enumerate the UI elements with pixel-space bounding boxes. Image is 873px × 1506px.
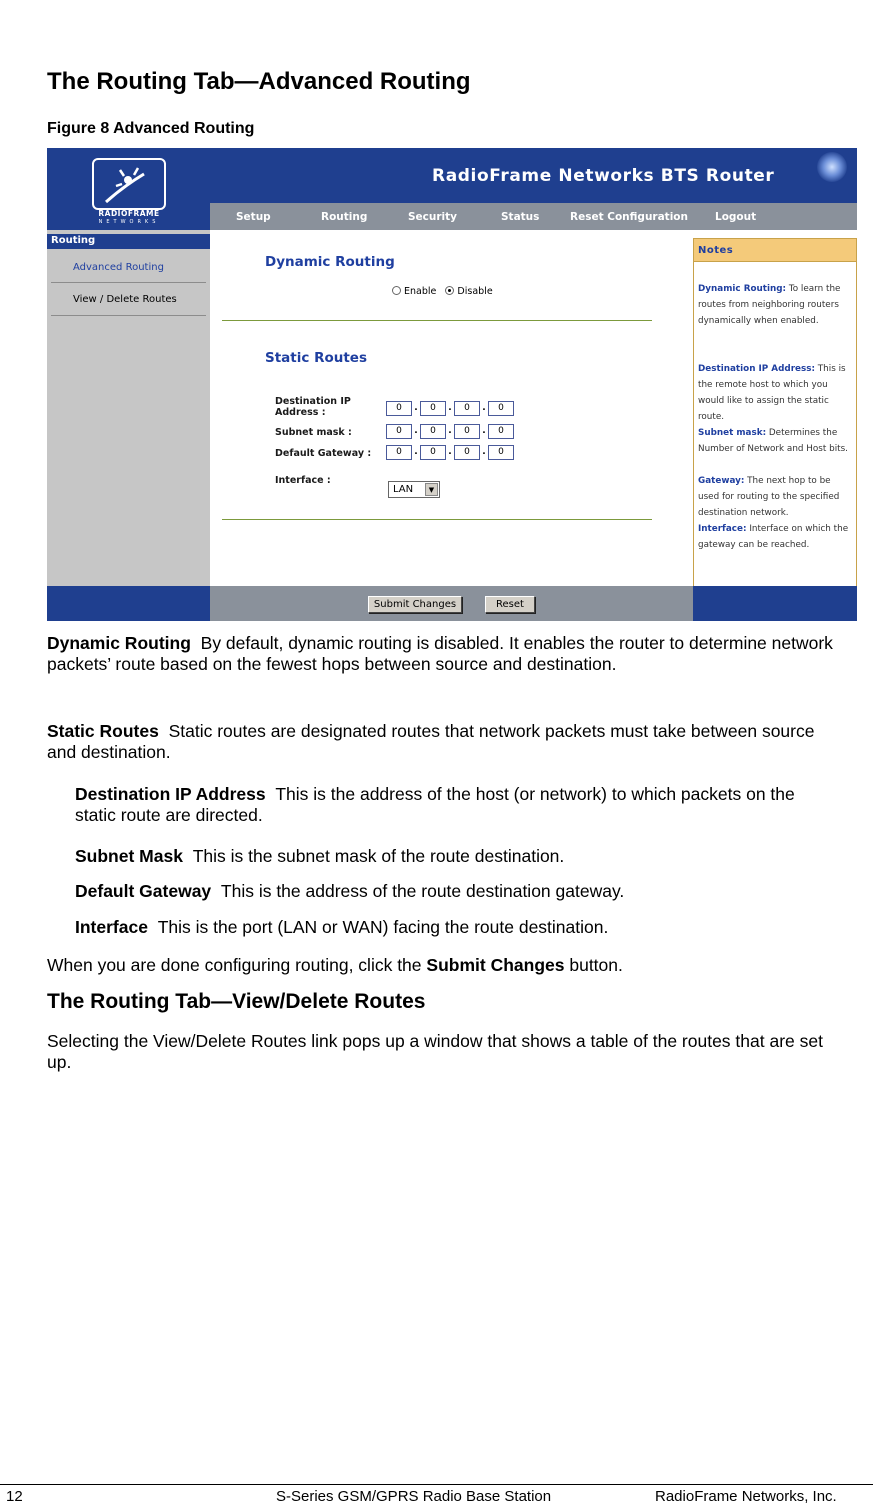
subnet-mask-paragraph: Subnet Mask This is the subnet mask of the route destination.	[75, 846, 565, 866]
orb-icon	[817, 152, 847, 182]
nav-status[interactable]: Status	[501, 211, 540, 223]
destination-octet-3[interactable]: 0	[454, 401, 480, 416]
destination-ip-input: 0 . 0 . 0 . 0	[386, 401, 514, 416]
nav-logout[interactable]: Logout	[715, 211, 757, 223]
section-heading-2: The Routing Tab—View/Delete Routes	[47, 990, 426, 1013]
footer-company: RadioFrame Networks, Inc.	[655, 1488, 837, 1505]
note-subnet-mask: Subnet mask: Determines the Number of Network and Host bits.	[698, 428, 848, 454]
interface-select[interactable]	[388, 481, 440, 498]
enable-label: Enable	[404, 286, 437, 297]
logo-panel	[47, 148, 210, 230]
nav-routing[interactable]: Routing	[321, 211, 368, 223]
default-gateway-paragraph: Default Gateway This is the address of the route destination gateway.	[75, 881, 625, 901]
subnet-octet-4[interactable]: 0	[488, 424, 514, 439]
destination-octet-2[interactable]: 0	[420, 401, 446, 416]
sidebar-divider	[51, 315, 206, 316]
static-routes-paragraph: Static Routes Static routes are designated routes that network packets must take between source and destination.	[47, 721, 815, 762]
nav-security[interactable]: Security	[408, 211, 458, 223]
logo-text: RADIOFRAME	[98, 209, 160, 218]
note-destination-ip: Destination IP Address: This is the remote host to which you would like to assign the static route.	[698, 364, 846, 422]
section-divider	[222, 320, 652, 321]
banner-title: RadioFrame Networks BTS Router	[432, 166, 775, 186]
disable-label: Disable	[457, 286, 493, 297]
subnet-mask-label: Subnet mask :	[275, 427, 352, 438]
interface-paragraph: Interface This is the port (LAN or WAN) facing the route destination.	[75, 917, 609, 937]
notes-title: Notes	[694, 239, 856, 262]
subnet-octet-1[interactable]: 0	[386, 424, 412, 439]
gateway-octet-2[interactable]: 0	[420, 445, 446, 460]
subnet-octet-3[interactable]: 0	[454, 424, 480, 439]
banner	[210, 148, 857, 203]
interface-label: Interface :	[275, 475, 331, 486]
destination-octet-4[interactable]: 0	[488, 401, 514, 416]
subnet-octet-2[interactable]: 0	[420, 424, 446, 439]
nav-setup[interactable]: Setup	[236, 211, 271, 223]
reset-button[interactable]: Reset	[485, 596, 535, 613]
default-gateway-input: 0 . 0 . 0 . 0	[386, 445, 514, 460]
dynamic-routing-paragraph: Dynamic Routing By default, dynamic routing is disabled. It enables the router to determine network packets’ route based on the fewest hops between source and destination.	[47, 633, 833, 674]
note-dynamic-routing: Dynamic Routing: To learn the routes from neighboring routers dynamically when enabled.	[698, 284, 841, 326]
submit-changes-button[interactable]: Submit Changes	[368, 596, 462, 613]
interface-value: LAN	[393, 484, 414, 495]
footer-bar-right	[693, 586, 857, 621]
subnet-mask-input: 0 . 0 . 0 . 0	[386, 424, 514, 439]
logo-subtext: NETWORKS	[98, 219, 160, 225]
nav-bar	[210, 203, 857, 230]
dynamic-routing-title: Dynamic Routing	[265, 254, 395, 270]
sidebar-heading: Routing	[47, 234, 210, 249]
sidebar	[47, 230, 210, 586]
destination-ip-label: Destination IP Address :	[275, 396, 351, 418]
enable-radio[interactable]	[392, 286, 401, 295]
disable-radio[interactable]	[445, 286, 454, 295]
footer-bar	[210, 586, 693, 621]
section-heading: The Routing Tab—Advanced Routing	[47, 68, 471, 95]
nav-reset-configuration[interactable]: Reset Configuration	[570, 211, 688, 223]
submit-instruction-paragraph: When you are done configuring routing, click the Submit Changes button.	[47, 955, 623, 975]
sidebar-link-view-delete-routes[interactable]: View / Delete Routes	[73, 294, 177, 305]
view-delete-paragraph: Selecting the View/Delete Routes link pops up a window that shows a table of the routes that are set up.	[47, 1031, 823, 1072]
gateway-octet-3[interactable]: 0	[454, 445, 480, 460]
router-screenshot	[47, 148, 857, 621]
footer-product: S-Series GSM/GPRS Radio Base Station	[276, 1488, 552, 1505]
gateway-octet-4[interactable]: 0	[488, 445, 514, 460]
gateway-octet-1[interactable]: 0	[386, 445, 412, 460]
footer-divider	[0, 1484, 873, 1485]
radioframe-logo-icon	[92, 158, 166, 210]
sidebar-link-advanced-routing[interactable]: Advanced Routing	[73, 262, 164, 273]
notes-panel	[693, 238, 857, 587]
destination-octet-1[interactable]: 0	[386, 401, 412, 416]
dynamic-routing-radios	[392, 286, 493, 297]
page-number: 12	[6, 1488, 23, 1505]
footer-bar-left	[47, 586, 210, 621]
dropdown-arrow-icon: ▼	[425, 483, 438, 496]
figure-caption: Figure 8 Advanced Routing	[47, 120, 255, 137]
section-divider	[222, 519, 652, 520]
static-routes-title: Static Routes	[265, 350, 367, 366]
note-gateway: Gateway: The next hop to be used for routing to the specified destination network.	[698, 476, 840, 518]
sidebar-divider	[51, 282, 206, 283]
default-gateway-label: Default Gateway :	[275, 448, 372, 459]
destination-ip-paragraph: Destination IP Address This is the address of the host (or network) to which packets on the static route are directed.	[75, 784, 795, 825]
note-interface: Interface: Interface on which the gateway can be reached.	[698, 524, 849, 550]
